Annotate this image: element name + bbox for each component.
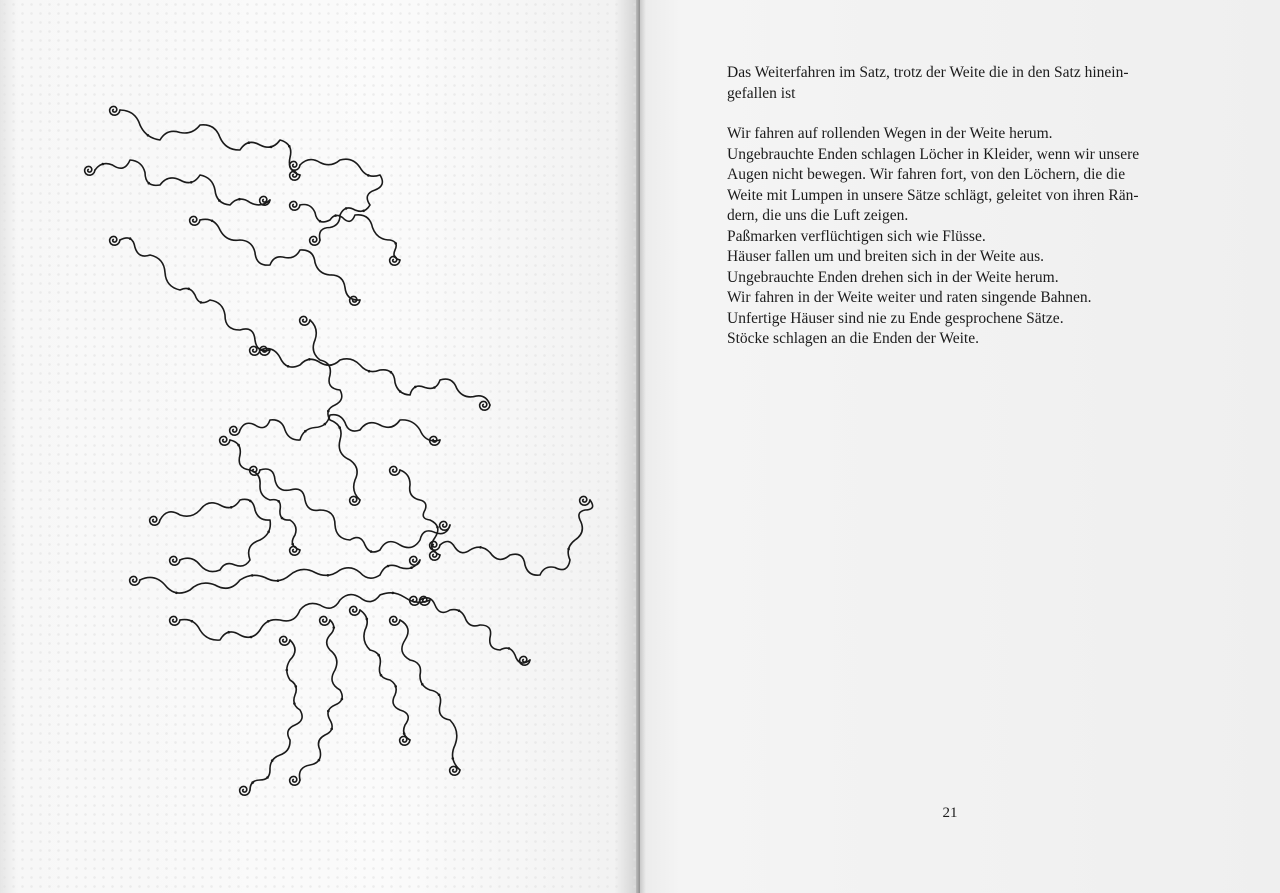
drawing-dot bbox=[277, 500, 280, 503]
drawing-dot bbox=[341, 698, 344, 701]
poem-title bbox=[727, 63, 1172, 104]
drawing-dot bbox=[251, 574, 254, 577]
drawing-dot bbox=[288, 145, 291, 148]
drawing-dot bbox=[249, 500, 252, 503]
drawing-dot bbox=[304, 430, 307, 433]
drawing-dot bbox=[438, 694, 441, 697]
drawing-dot bbox=[366, 618, 369, 621]
drawing-swirl bbox=[440, 521, 450, 530]
poem bbox=[727, 63, 1172, 350]
drawing-dot bbox=[368, 370, 371, 373]
drawing-dot bbox=[271, 759, 274, 762]
drawing-dot bbox=[266, 776, 269, 779]
drawing-dot bbox=[237, 444, 240, 447]
drawing-dot bbox=[238, 198, 241, 201]
drawing-dot bbox=[345, 207, 348, 210]
drawing-dot bbox=[251, 781, 254, 784]
drawing-dot bbox=[318, 759, 321, 762]
drawing-dot bbox=[567, 548, 570, 551]
drawing-strand bbox=[120, 110, 300, 175]
drawing-dot bbox=[333, 626, 336, 629]
drawing-dot bbox=[175, 592, 178, 595]
drawing-dot bbox=[277, 579, 280, 582]
drawing-dot bbox=[414, 386, 417, 389]
drawing-dot bbox=[410, 566, 413, 569]
poem-line: Ungebrauchte Enden schlagen Löcher in Kleider, wenn wir unsere bbox=[727, 145, 1140, 163]
drawing-dot bbox=[394, 685, 397, 688]
drawing-dot bbox=[129, 237, 132, 240]
drawing-dot bbox=[200, 301, 203, 304]
drawing-strand bbox=[140, 560, 420, 593]
drawing-dot bbox=[390, 371, 393, 374]
drawing-dot bbox=[248, 141, 251, 144]
drawing-dot bbox=[147, 134, 150, 137]
drawing-dot bbox=[267, 531, 270, 534]
drawing-dot bbox=[250, 636, 253, 639]
drawing-dot bbox=[102, 163, 105, 166]
drawing-dot bbox=[519, 662, 522, 665]
drawing-swirl bbox=[110, 236, 120, 245]
drawing-strand bbox=[95, 160, 270, 205]
drawing-swirl bbox=[290, 161, 300, 170]
poem-line: Paßmarken verflüchtigen sich wie Flüsse. bbox=[727, 227, 986, 245]
poem-line: Stöcke schlagen an die Enden der Weite. bbox=[727, 330, 979, 347]
drawing-dot bbox=[433, 386, 436, 389]
poem-line: Unfertige Häuser sind nie zu Ende gesprochene Sätze. bbox=[727, 309, 1064, 327]
drawing-strand bbox=[299, 620, 342, 780]
drawing-dot bbox=[327, 710, 330, 713]
drawing-dot bbox=[393, 255, 396, 258]
drawing-dot bbox=[327, 410, 330, 413]
drawing-dot bbox=[327, 574, 330, 577]
drawing-swirl bbox=[320, 616, 330, 625]
drawing-dot bbox=[230, 506, 233, 509]
drawing-dot bbox=[436, 526, 439, 529]
drawing-dot bbox=[367, 174, 370, 177]
drawing-swirl bbox=[580, 496, 590, 505]
drawing-swirl bbox=[110, 106, 120, 115]
poem-line: Häuser fallen um und breiten sich in der Weite aus. bbox=[727, 248, 1044, 265]
drawing-strand bbox=[400, 620, 460, 770]
drawing-dot bbox=[291, 543, 294, 546]
drawing-swirl bbox=[230, 426, 240, 435]
drawing-swirl bbox=[390, 466, 400, 475]
poem-line: Augen nicht bewegen. Wir fahren fort, von den Löchern, die die bbox=[727, 166, 1126, 183]
drawing-strand bbox=[360, 610, 410, 740]
drawing-dot bbox=[218, 199, 221, 202]
drawing-strand bbox=[310, 320, 360, 500]
drawing-dot bbox=[295, 685, 298, 688]
drawing-dot bbox=[334, 214, 337, 217]
drawing-dot bbox=[452, 757, 455, 760]
drawing-dot bbox=[267, 620, 270, 623]
poem-body bbox=[727, 124, 1172, 350]
drawing-dot bbox=[308, 358, 311, 361]
drawing-swirl bbox=[85, 166, 95, 175]
poem-line: Weite mit Lumpen in unsere Sätze schlägt, geleitet von ihren Rän- bbox=[727, 186, 1139, 204]
drawing-dot bbox=[380, 674, 383, 677]
drawing-dot bbox=[227, 631, 230, 634]
drawing-strand bbox=[300, 205, 400, 261]
drawing-dot bbox=[458, 609, 461, 612]
poem-line: Wir fahren in der Weite weiter und raten singende Bahnen. bbox=[727, 289, 1092, 306]
poem-line: Ungebrauchte Enden drehen sich in der Weite herum. bbox=[727, 268, 1059, 286]
drawing-swirl bbox=[130, 576, 140, 585]
page-number: 21 bbox=[942, 805, 958, 821]
drawing-dot bbox=[281, 517, 284, 520]
drawing-strand bbox=[260, 349, 490, 405]
drawing-dot bbox=[293, 702, 296, 705]
drawing-dot bbox=[211, 220, 214, 223]
drawing-dot bbox=[319, 220, 322, 223]
poem-title-line: gefallen ist bbox=[727, 84, 796, 102]
drawing-swirl bbox=[150, 516, 160, 525]
drawing-dot bbox=[362, 210, 365, 213]
drawing-strand bbox=[300, 159, 382, 240]
drawing-dot bbox=[421, 683, 424, 686]
drawing-dot bbox=[148, 182, 151, 185]
drawing-swirl bbox=[280, 636, 290, 645]
drawing-swirl bbox=[350, 606, 360, 615]
drawing-dot bbox=[403, 732, 406, 735]
drawing-dot bbox=[330, 728, 333, 731]
poem-title-line: Das Weiterfahren im Satz, trotz der Weite die in den Satz hinein- bbox=[727, 64, 1129, 81]
drawing-swirl bbox=[220, 436, 230, 445]
drawing-swirl bbox=[290, 776, 300, 785]
drawing-swirl bbox=[390, 616, 400, 625]
drawing-dot bbox=[392, 592, 395, 595]
drawing-dot bbox=[324, 423, 327, 426]
drawing-dot bbox=[190, 181, 193, 184]
drawing-strand bbox=[440, 500, 593, 575]
drawing-swirl bbox=[410, 556, 420, 565]
drawing-dot bbox=[399, 390, 402, 393]
drawing-dot bbox=[286, 669, 289, 672]
drawing-dot bbox=[187, 288, 190, 291]
drawing-strand bbox=[230, 440, 300, 550]
poem-line: Wir fahren auf rollenden Wegen in der Weite herum. bbox=[727, 125, 1053, 142]
drawing-strand bbox=[420, 598, 530, 663]
drawing-strand bbox=[250, 640, 302, 790]
drawing-dot bbox=[370, 550, 373, 553]
drawing-dot bbox=[338, 426, 341, 429]
drawing-dot bbox=[377, 654, 380, 657]
drawing-swirl bbox=[300, 316, 310, 325]
drawing-dot bbox=[479, 546, 482, 549]
drawing-swirl bbox=[170, 616, 180, 625]
drawing-strand bbox=[200, 219, 360, 300]
drawing-dot bbox=[508, 647, 511, 650]
drawing-swirl bbox=[310, 236, 320, 245]
drawing-dot bbox=[287, 365, 290, 368]
drawing-swirl bbox=[400, 736, 410, 745]
drawing-dot bbox=[387, 565, 390, 568]
drawing-dot bbox=[394, 242, 397, 245]
drawing-dot bbox=[270, 146, 273, 149]
drawing-swirl bbox=[290, 201, 300, 210]
drawing-dot bbox=[191, 620, 194, 623]
drawing-swirl bbox=[170, 556, 180, 565]
poem-line: dern, die uns die Luft zeigen. bbox=[727, 207, 909, 224]
drawing-swirl bbox=[240, 786, 250, 795]
drawing-swirl bbox=[190, 216, 200, 225]
drawing-strand bbox=[120, 238, 270, 351]
